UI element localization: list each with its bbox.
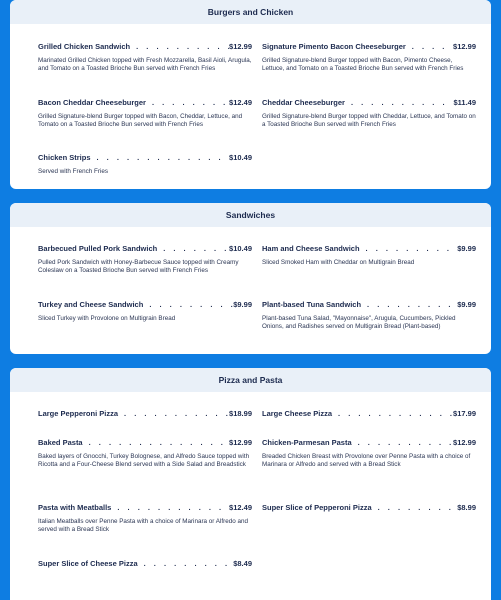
menu-item[interactable]: [38, 559, 252, 569]
item-name: Ham and Cheese Sandwich: [262, 244, 360, 253]
dot-leader: [361, 300, 457, 310]
menu-item[interactable]: [262, 98, 476, 130]
item-price: $8.49: [233, 559, 252, 568]
dot-leader: [91, 153, 230, 163]
item-description: Breaded Chicken Breast with Provolone over Penne Pasta with a choice of Marinara or Alfredo and served with a Bread Stick: [262, 453, 471, 469]
menu-item[interactable]: [38, 244, 252, 276]
item-price: $12.49: [229, 98, 252, 107]
item-price: $9.99: [457, 244, 476, 253]
item-name: Super Slice of Cheese Pizza: [38, 559, 138, 568]
dot-leader: [146, 98, 229, 108]
dot-leader: [118, 409, 229, 419]
item-description: Served with French Fries: [38, 168, 108, 175]
menu-item[interactable]: [38, 153, 252, 176]
menu-item[interactable]: [38, 503, 252, 535]
item-name: Pasta with Meatballs: [38, 503, 112, 512]
item-price: $10.49: [229, 244, 252, 253]
item-name: Super Slice of Pepperoni Pizza: [262, 503, 372, 512]
item-name: Signature Pimento Bacon Cheeseburger: [262, 42, 406, 51]
item-description: Marinated Grilled Chicken topped with Fresh Mozzarella, Basil Aioli, Arugula, and Tomato on a Toasted Brioche Bun served with French Fries: [38, 57, 252, 73]
dot-leader: [143, 300, 233, 310]
menu-item[interactable]: [38, 409, 252, 419]
item-price: $9.99: [233, 300, 252, 309]
item-price: $12.99: [229, 438, 252, 447]
section-burgers-and-chicken: [10, 0, 491, 189]
item-price: $11.49: [453, 98, 476, 107]
item-description: Sliced Turkey with Provolone on Multigrain Bread: [38, 315, 176, 322]
item-name: Chicken-Parmesan Pasta: [262, 438, 352, 447]
menu-item[interactable]: [38, 98, 252, 130]
item-name: Turkey and Cheese Sandwich: [38, 300, 144, 309]
item-name: Cheddar Cheeseburger: [262, 98, 345, 107]
item-name: Chicken Strips: [38, 153, 91, 162]
item-description: Pulled Pork Sandwich with Honey-Barbecue Sauce topped with Creamy Coleslaw on a Toasted Brioche Bun served with French Fries: [38, 259, 239, 275]
dot-leader: [130, 42, 229, 52]
dot-leader: [352, 438, 453, 448]
menu-item[interactable]: [38, 438, 252, 470]
dot-leader: [111, 503, 229, 513]
section-pizza-and-pasta: [10, 368, 491, 600]
dot-leader: [406, 42, 453, 52]
item-description: Baked layers of Gnocchi, Turkey Bolognese, and Alfredo Sauce topped with Ricotta and a Four-Cheese Blend served with a Side Salad and Breadstick: [38, 453, 250, 469]
item-price: $10.49: [229, 153, 252, 162]
item-price: $12.49: [229, 503, 252, 512]
dot-leader: [157, 244, 229, 254]
section-title: Pizza and Pasta: [10, 368, 491, 392]
dot-leader: [372, 503, 458, 513]
menu-item[interactable]: [262, 409, 476, 419]
menu-item[interactable]: [262, 503, 476, 513]
item-name: Large Cheese Pizza: [262, 409, 333, 418]
item-price: $9.99: [457, 300, 476, 309]
menu-item[interactable]: [38, 300, 252, 323]
item-name: Large Pepperoni Pizza: [38, 409, 119, 418]
menu-item[interactable]: [262, 42, 476, 74]
item-description: Plant-based Tuna Salad, "Mayonnaise", Arugula, Cucumbers, Pickled Onions, and Radishes served on Multigrain Bread (Plant-based): [262, 315, 456, 331]
menu-item[interactable]: [262, 244, 476, 267]
dot-leader: [332, 409, 453, 419]
menu-item[interactable]: [262, 438, 476, 470]
item-price: $8.99: [457, 503, 476, 512]
item-description: Sliced Smoked Ham with Cheddar on Multigrain Bread: [262, 259, 415, 266]
item-price: $18.99: [229, 409, 252, 418]
item-price: $12.99: [229, 42, 252, 51]
item-name: Bacon Cheddar Cheeseburger: [38, 98, 146, 107]
item-name: Plant-based Tuna Sandwich: [262, 300, 362, 309]
section-title: Sandwiches: [10, 203, 491, 227]
item-price: $12.99: [453, 438, 476, 447]
section-sandwiches: [10, 203, 491, 354]
dot-leader: [360, 244, 458, 254]
item-price: $17.99: [453, 409, 476, 418]
item-description: Grilled Signature-blend Burger topped with Bacon, Cheddar, Lettuce, and Tomato on a Toasted Brioche Bun served with French Fries: [38, 113, 243, 129]
item-price: $12.99: [453, 42, 476, 51]
menu-item[interactable]: [38, 42, 252, 74]
section-title: Burgers and Chicken: [10, 0, 491, 24]
item-name: Grilled Chicken Sandwich: [38, 42, 131, 51]
dot-leader: [83, 438, 229, 448]
dot-leader: [138, 559, 234, 569]
item-description: Grilled Signature-blend Burger topped with Bacon, Pimento Cheese, Lettuce, and Tomato on a Toasted Brioche Bun served with French Fries: [262, 57, 464, 73]
dot-leader: [345, 98, 454, 108]
item-name: Baked Pasta: [38, 438, 83, 447]
item-description: Italian Meatballs over Penne Pasta with a choice of Marinara or Alfredo and served with a Bread Stick: [38, 518, 249, 534]
item-description: Grilled Signature-blend Burger topped with Cheddar, Lettuce, and Tomato on a Toasted Brioche Bun served with French Fries: [262, 113, 476, 129]
item-name: Barbecued Pulled Pork Sandwich: [38, 244, 158, 253]
menu-item[interactable]: [262, 300, 476, 332]
